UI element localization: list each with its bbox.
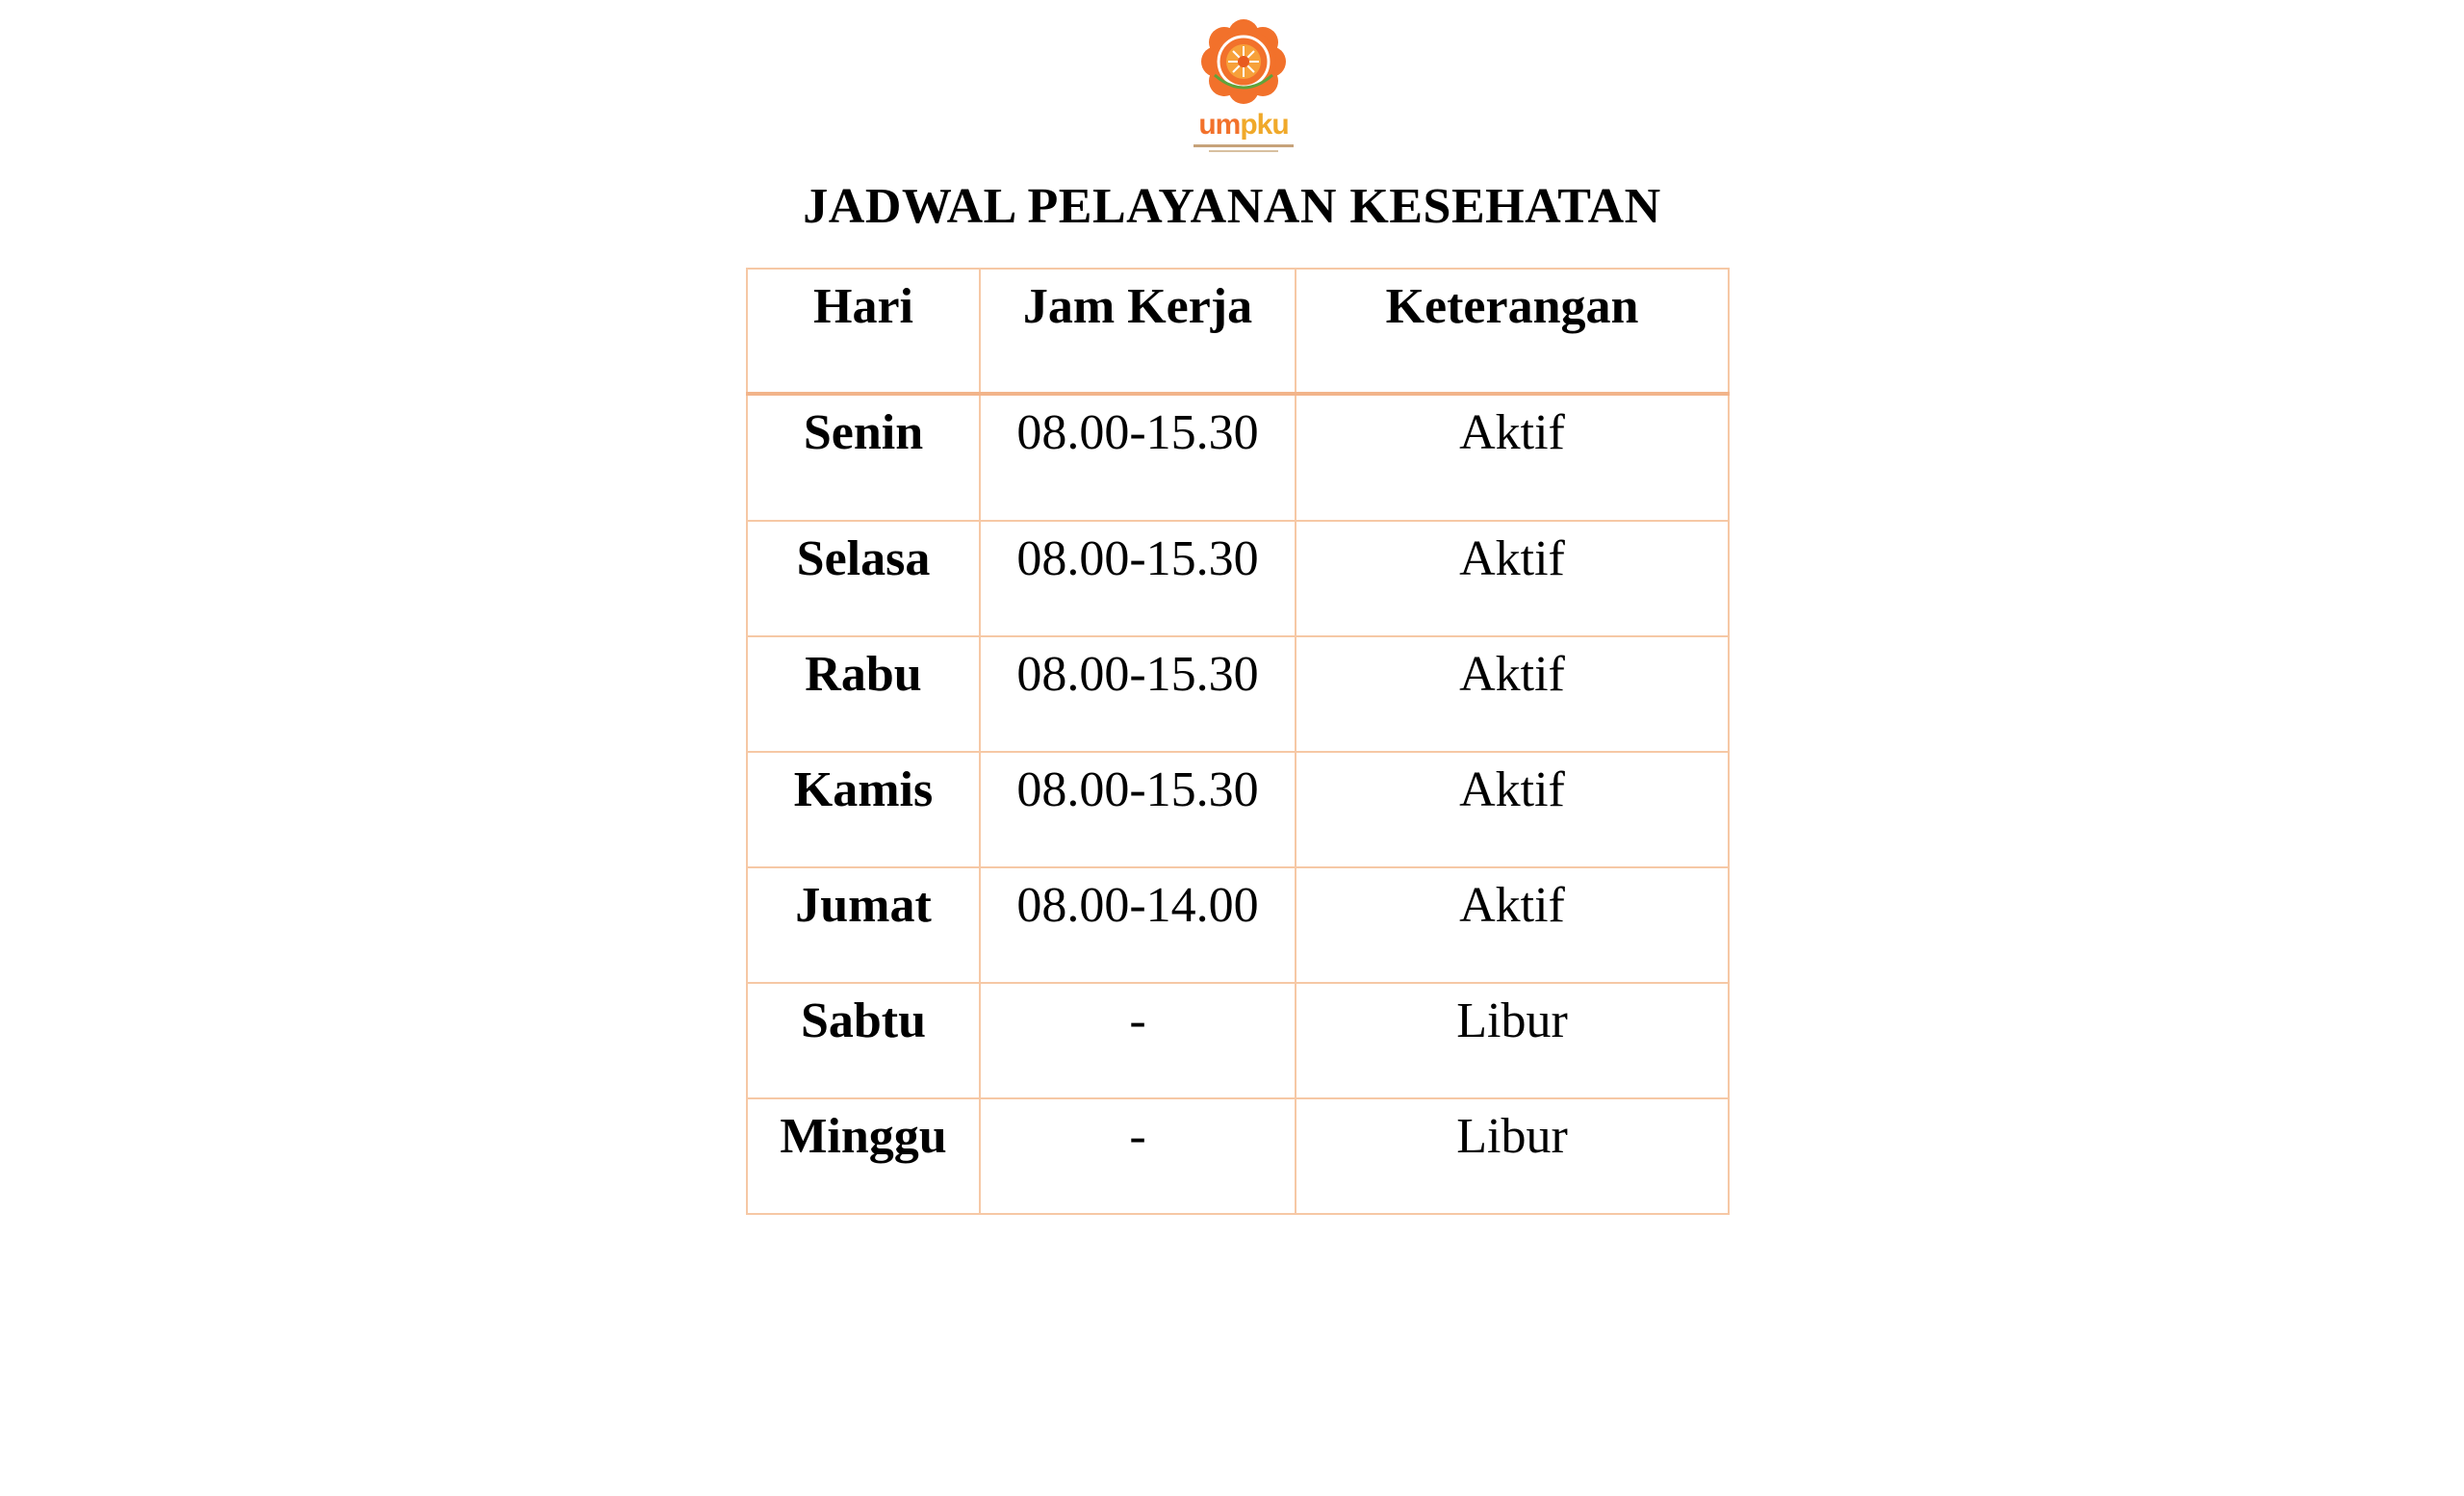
table-header-row	[747, 269, 1729, 394]
table-row	[747, 867, 1729, 983]
cell-day: Minggu	[747, 1098, 980, 1214]
cell-hours: 08.00-15.30	[980, 752, 1296, 867]
cell-day: Selasa	[747, 521, 980, 636]
cell-day: Kamis	[747, 752, 980, 867]
umpku-logo	[1186, 13, 1301, 158]
logo-wordmark-part1: um	[1198, 109, 1241, 141]
column-header-hours: Jam Kerja	[980, 269, 1296, 394]
logo-subtitle-line	[1194, 144, 1294, 147]
cell-note: Aktif	[1296, 521, 1729, 636]
table-row	[747, 636, 1729, 752]
logo-wordmark-part2: pku	[1240, 109, 1289, 141]
cell-note: Aktif	[1296, 752, 1729, 867]
logo-wordmark	[1186, 110, 1301, 141]
umpku-flower-seal-icon	[1186, 13, 1301, 110]
cell-hours: 08.00-15.30	[980, 394, 1296, 521]
cell-note: Libur	[1296, 983, 1729, 1098]
table-row	[747, 1098, 1729, 1214]
table-row	[747, 983, 1729, 1098]
cell-note: Aktif	[1296, 394, 1729, 521]
schedule-table	[746, 268, 1730, 1215]
cell-day: Sabtu	[747, 983, 980, 1098]
cell-day: Rabu	[747, 636, 980, 752]
cell-hours: 08.00-15.30	[980, 636, 1296, 752]
logo-subtitle-line-2	[1209, 150, 1278, 152]
cell-hours: -	[980, 1098, 1296, 1214]
cell-note: Aktif	[1296, 636, 1729, 752]
page-title: JADWAL PELAYANAN KESEHATAN	[803, 179, 1661, 234]
cell-hours: 08.00-15.30	[980, 521, 1296, 636]
cell-day: Senin	[747, 394, 980, 521]
cell-note: Libur	[1296, 1098, 1729, 1214]
table-row	[747, 752, 1729, 867]
cell-day: Jumat	[747, 867, 980, 983]
cell-note: Aktif	[1296, 867, 1729, 983]
table-row	[747, 521, 1729, 636]
column-header-note: Keterangan	[1296, 269, 1729, 394]
column-header-day: Hari	[747, 269, 980, 394]
cell-hours: 08.00-14.00	[980, 867, 1296, 983]
cell-hours: -	[980, 983, 1296, 1098]
table-row	[747, 394, 1729, 521]
